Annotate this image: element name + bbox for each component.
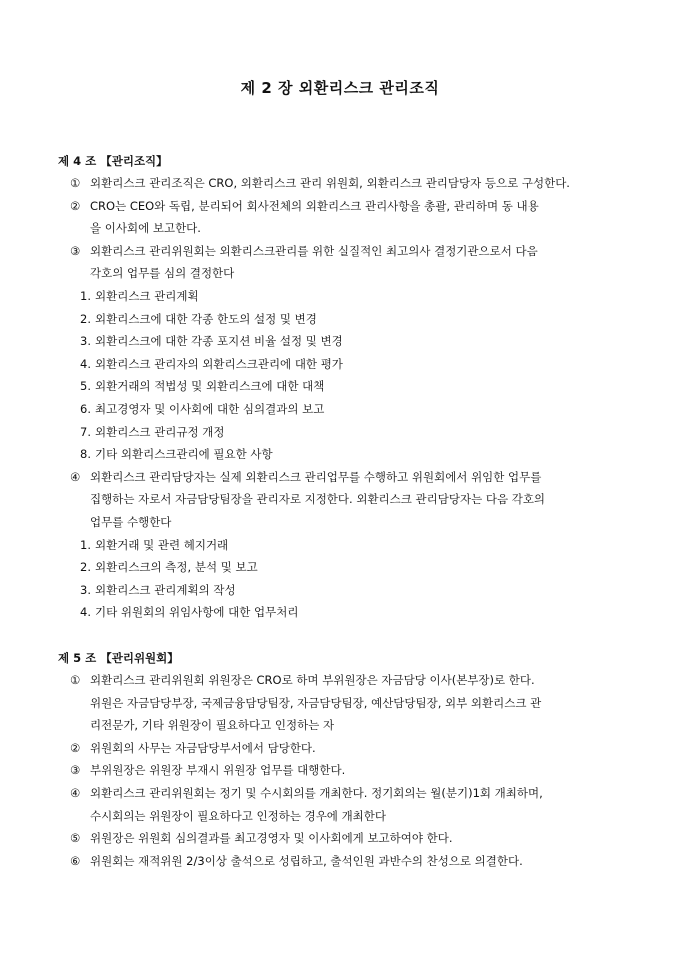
para-marker: ④ — [70, 785, 81, 800]
para-line: 위원회는 재적위원 2/3이상 출석으로 성립하고, 출석인원 과반수의 찬성으로 의결한다. — [90, 853, 523, 868]
list-item — [58, 398, 628, 421]
para-line: 각호의 업무를 심의 결정한다 — [90, 266, 235, 281]
list-item — [58, 579, 628, 602]
para-marker: ③ — [70, 763, 81, 778]
para-line: 을 이사회에 보고한다. — [90, 221, 201, 236]
item-number: 1. — [80, 288, 91, 303]
para-marker: ① — [70, 176, 81, 190]
para-line: 집행하는 자로서 자금담당팀장을 관리자로 지정한다. 외환리스크 관리담당자는 다음 각호의 — [90, 492, 546, 507]
para-marker: ⑥ — [70, 853, 81, 868]
item-text: 외환리스크의 측정, 분석 및 보고 — [95, 560, 258, 575]
article-4-para-4 — [58, 466, 628, 534]
para-line: 외환리스크 관리위원회는 정기 및 수시회의를 개최한다. 정기회의는 월(분기)1회 개최하며, — [90, 785, 543, 800]
item-text: 외환리스크에 대한 각종 한도의 설정 및 변경 — [95, 311, 317, 326]
item-number: 4. — [80, 356, 91, 371]
item-number: 5. — [80, 379, 91, 394]
item-text: 외환리스크 관리계획의 작성 — [95, 582, 236, 597]
article-4-para-1 — [58, 172, 628, 195]
article-5-para-2 — [58, 737, 628, 760]
list-item — [58, 556, 628, 579]
article-5-heading: 제 5 조 【관리위원회】 — [58, 651, 179, 665]
article-4-para-2 — [58, 195, 628, 240]
para-line: 부위원장은 위원장 부재시 위원장 업무를 대행한다. — [90, 763, 346, 778]
list-item — [58, 353, 628, 376]
item-number: 3. — [80, 582, 91, 597]
para-line: 위원회의 사무는 자금담당부서에서 담당한다. — [90, 740, 316, 755]
list-item — [58, 308, 628, 331]
item-text: 외환리스크 관리규정 개정 — [95, 424, 225, 439]
item-text: 최고경영자 및 이사회에 대한 심의결과의 보고 — [95, 401, 325, 416]
article-5-para-3 — [58, 759, 628, 782]
para-line: 위원장은 위원회 심의결과를 최고경영자 및 이사회에게 보고하여야 한다. — [90, 831, 453, 846]
list-item — [58, 285, 628, 308]
para-line: 리전문가, 기타 위원장이 필요하다고 인정하는 자 — [90, 718, 335, 733]
para-marker: ③ — [70, 243, 81, 258]
para-line: 위원은 자금담당부장, 국제금융담당팀장, 자금담당팀장, 예산담당팀장, 외부 외환리스크 관 — [90, 695, 542, 710]
article-5-para-6 — [58, 850, 628, 873]
para-line: 외환리스크 관리담당자는 실제 외환리스크 관리업무를 수행하고 위원회에서 위임한 업무를 — [90, 469, 542, 484]
item-number: 2. — [80, 311, 91, 326]
item-number: 6. — [80, 401, 91, 416]
article-4 — [58, 150, 628, 624]
article-5-para-4 — [58, 782, 628, 827]
para-marker: ⑤ — [70, 831, 81, 846]
list-item — [58, 601, 628, 624]
para-line: 외환리스크 관리위원회는 외환리스크관리를 위한 실질적인 최고의사 결정기관으로서 다음 — [90, 243, 538, 258]
item-number: 3. — [80, 334, 91, 349]
chapter-title: 제 2 장 외환리스크 관리조직 — [240, 79, 440, 97]
item-text: 외환리스크 관리자의 외환리스크관리에 대한 평가 — [95, 356, 343, 371]
item-number: 8. — [80, 447, 91, 462]
para-line: CRO는 CEO와 독립, 분리되어 회사전체의 외환리스크 관리사항을 총괄, 관리하며 동 내용 — [90, 198, 539, 213]
article-5 — [58, 647, 628, 872]
list-item — [58, 443, 628, 466]
item-number: 1. — [80, 537, 91, 552]
item-number: 4. — [80, 605, 91, 620]
list-item — [58, 375, 628, 398]
item-text: 외환리스크에 대한 각종 포지션 비율 설정 및 변경 — [95, 334, 343, 349]
article-5-para-5 — [58, 827, 628, 850]
para-marker: ④ — [70, 469, 81, 484]
para-line: 업무를 수행한다 — [90, 514, 172, 529]
item-text: 기타 위원회의 위임사항에 대한 업무처리 — [95, 605, 299, 620]
para-marker: ② — [70, 198, 81, 213]
item-number: 2. — [80, 560, 91, 575]
para-marker: ② — [70, 740, 81, 755]
article-5-para-1 — [58, 669, 628, 737]
list-item — [58, 421, 628, 444]
item-number: 7. — [80, 424, 91, 439]
article-4-heading: 제 4 조 【관리조직】 — [58, 154, 168, 168]
para-marker: ① — [70, 673, 81, 687]
para-line: 외환리스크 관리위원회 위원장은 CRO로 하며 부위원장은 자금담당 이사(본부장)로 한다. — [90, 673, 535, 687]
item-text: 기타 외환리스크관리에 필요한 사항 — [95, 447, 273, 462]
article-4-para-3 — [58, 240, 628, 285]
para-line: 수시회의는 위원장이 필요하다고 인정하는 경우에 개최한다 — [90, 808, 386, 823]
list-item — [58, 330, 628, 353]
para-line: 외환리스크 관리조직은 CRO, 외환리스크 관리 위원회, 외환리스크 관리담당자 등으로 구성한다. — [90, 176, 570, 190]
list-item — [58, 534, 628, 557]
item-text: 외환거래의 적법성 및 외환리스크에 대한 대책 — [95, 379, 325, 394]
item-text: 외환거래 및 관련 헤지거래 — [95, 537, 229, 552]
item-text: 외환리스크 관리계획 — [95, 288, 199, 303]
